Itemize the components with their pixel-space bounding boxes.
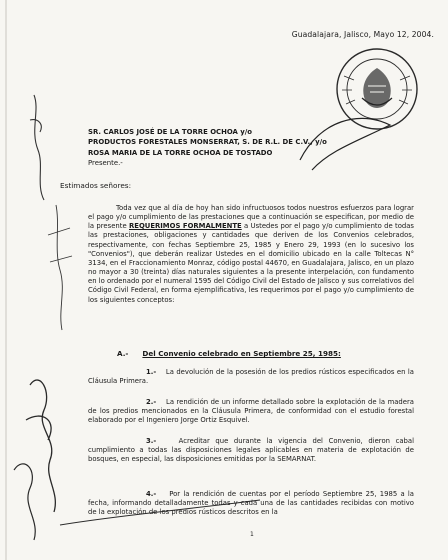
list-item	[88, 368, 414, 386]
page-number: 1	[250, 531, 254, 538]
item-number: 3.-	[146, 437, 157, 445]
requirement-highlight: REQUERIMOS FORMALMENTE	[129, 222, 242, 231]
list-item	[88, 437, 414, 464]
section-a-number: A.-	[117, 349, 129, 358]
addressee-line-1: SR. CARLOS JOSÉ DE LA TORRE OCHOA y/o	[88, 128, 253, 136]
item-text: Por la rendición de cuentas por el período Septiembre 25, 1985 a la fecha, informando detalladamente todas y cada una de las cantidades recibidas con motivo de la explotación de los predios rústicos descritos en la	[88, 490, 414, 517]
salutation: Estimados señores:	[60, 181, 132, 190]
addressee-line-4: Presente.-	[88, 158, 123, 167]
intro-text-b: a Ustedes por el pago y/o cumplimiento de todas las prestaciones, obligaciones y cantidades que deriven de los Convenios celebrados, respectivamente, con fechas Septiembre 25, 1985 y Enero 29, 1993 (en lo sucesivo los "Convenios"), que deberán realizar Ustedes en el domicilio ubicado en la calle Toltecas N° 3134, en el Fraccionamiento Monraz, código postal 44670, en Guadalajara, Jalisco, en un plazo no mayor a 30 (treinta) días naturales siguientes a la presente interpelación, con fundamento en lo ordenado por el numeral 1595 del Código Civil del Estado de Jalisco y sus correlativos del Código Civil Federal, en forma ejemplificativa, les requerimos por el pago y/o cumplimiento de los siguientes conceptos:	[88, 222, 414, 304]
item-text: La rendición de un informe detallado sobre la explotación de la madera de los predios mencionados en la Cláusula Primera, de conformidad con el estudio forestal elaborado por el Ingeniero Jorge Ortiz Esquivel.	[88, 398, 414, 425]
item-text: La devolución de la posesión de los predios rústicos especificados en la Cláusula Primera.	[88, 368, 414, 386]
section-a-title: Del Convenio celebrado en Septiembre 25, 1985:	[142, 349, 341, 358]
item-text: Acreditar que durante la vigencia del Convenio, dieron cabal cumplimiento a todas las disposiciones legales aplicables en materia de explotación de bosques, en especial, las disposiciones emitidas por la SEMARNAT.	[88, 437, 415, 464]
list-item	[88, 490, 414, 517]
addressee-block	[88, 127, 388, 168]
intro-paragraph	[88, 204, 414, 305]
notary-seal-icon	[334, 46, 420, 132]
intro-text-a: Toda vez que al día de hoy han sido infructuosos todos nuestros esfuerzos para lograr el pago y/o cumplimiento de las prestaciones que a continuación se especifican, por medio de la presente	[88, 204, 414, 231]
date-line: Guadalajara, Jalisco, Mayo 12, 2004.	[291, 30, 434, 39]
list-item	[88, 398, 414, 425]
addressee-line-3: ROSA MARIA DE LA TORRE OCHOA DE TOSTADO	[88, 148, 273, 157]
item-number: 2.-	[146, 398, 157, 406]
item-number: 4.-	[146, 490, 157, 498]
addressee-line-2: PRODUCTOS FORESTALES MONSERRAT, S. DE R.L. DE C.V., y/o	[88, 138, 327, 147]
item-number: 1.-	[146, 368, 157, 376]
section-a-heading	[117, 349, 341, 358]
